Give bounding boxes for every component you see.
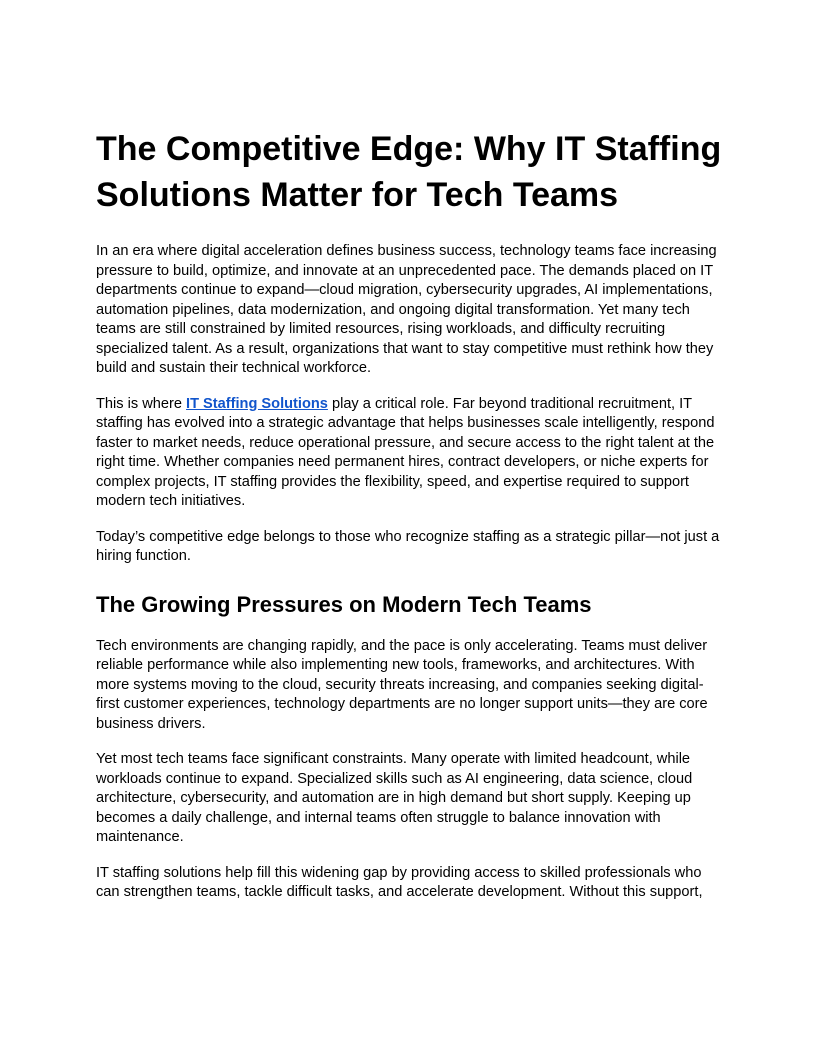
competitive-edge-paragraph: Today’s competitive edge belongs to those who recognize staffing as a strategic pillar—not just a hiring function. — [96, 528, 720, 564]
it-staffing-solutions-link[interactable]: IT Staffing Solutions — [186, 395, 328, 412]
section-heading-growing-pressures: The Growing Pressures on Modern Tech Teams — [96, 591, 592, 617]
staffing-paragraph-lead: This is where — [96, 395, 187, 412]
pressures-paragraph-2: Yet most tech teams face significant constraints. Many operate with limited headcount, while workloads continue to expand. Specialized skills such as AI engineering, data science, cloud architecture, cybersecurity, and automation are in high demand but short supply. Keeping up becomes a daily challenge, and internal teams often struggle to balance innovation with maintenance. — [96, 751, 693, 845]
pressures-paragraph-1: Tech environments are changing rapidly, and the pace is only accelerating. Teams must deliver reliable performance while also implementing new tools, frameworks, and architectures. With more systems moving to the cloud, security threats increasing, and companies seeking digital-first customer experiences, technology departments are no longer support units—they are core business drivers. — [96, 637, 708, 732]
document-page — [96, 126, 726, 903]
document-title: The Competitive Edge: Why IT Staffing Solutions Matter for Tech Teams — [96, 130, 722, 214]
intro-paragraph: In an era where digital acceleration defines business success, technology teams face increasing pressure to build, optimize, and innovate at an unprecedented pace. The demands placed on IT departments continue to expand—cloud migration, cybersecurity upgrades, AI implementations, automation pipelines, data modernization, and ongoing digital transformation. Yet many tech teams are still constrained by limited resources, rising workloads, and difficulty recruiting specialized talent. As a result, organizations that want to stay competitive must rethink how they build and sustain their technical workforce. — [96, 243, 717, 376]
staffing-paragraph-rest: play a critical role. Far beyond traditional recruitment, IT staffing has evolved into a strategic advantage that helps businesses scale intelligently, respond faster to market needs, reduce operational pressure, and secure access to the right talent at the right time. Whether companies need permanent hires, contract developers, or niche experts for complex projects, IT staffing provides the flexibility, speed, and expertise required to support modern tech initiatives. — [96, 395, 715, 509]
pressures-paragraph-3: IT staffing solutions help fill this widening gap by providing access to skilled professionals who can strengthen teams, tackle difficult tasks, and accelerate development. Without this support, — [96, 864, 703, 900]
staffing-paragraph — [96, 395, 726, 512]
